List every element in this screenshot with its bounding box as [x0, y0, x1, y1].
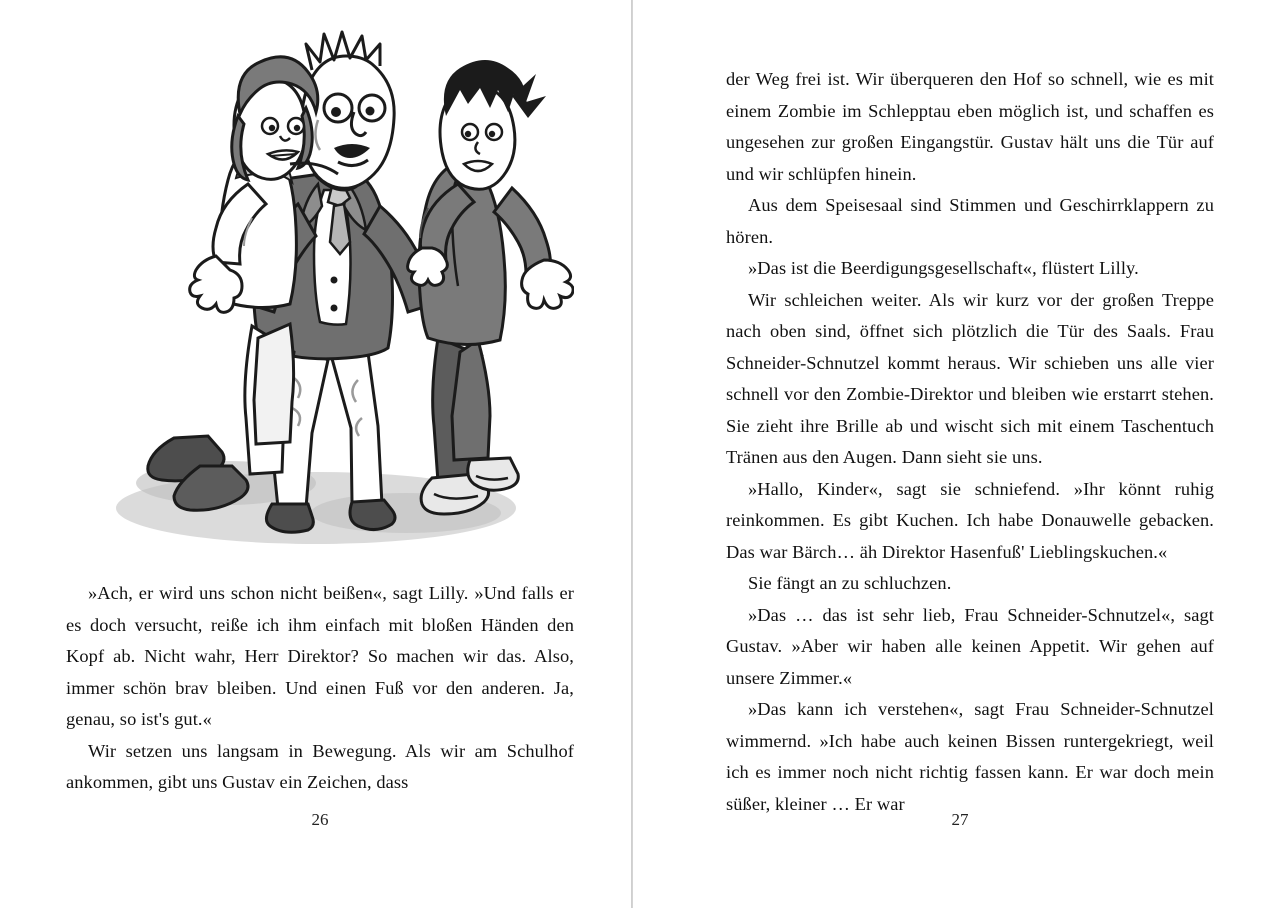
paragraph: Sie fängt an zu schluchzen. — [748, 573, 952, 593]
paragraph: »Das ist die Beerdigungsgesellschaft«, flüstert Lilly. — [748, 258, 1139, 278]
paragraph: Wir schleichen weiter. Als wir kurz vor der großen Treppe nach oben sind, öffnet sich plötzlich die Tür des Saals. Frau Schneider-Schnutzel kommt heraus. Wir schieben uns alle vier schnell vor den Zombie-Direktor und bleiben wie erstarrt stehen. Sie zieht ihre Brille ab und wischt sich mit einem Taschentuch Tränen aus den Augen. Dann sieht sie uns. — [726, 289, 1214, 467]
right-page — [640, 0, 1280, 908]
left-page-text — [66, 578, 574, 799]
page-number-right: 27 — [951, 810, 969, 829]
paragraph: Wir setzen uns langsam in Bewegung. Als wir am Schulhof ankommen, gibt uns Gustav ein Zeichen, dass — [66, 740, 574, 792]
paragraph: »Das kann ich verstehen«, sagt Frau Schneider-Schnutzel wimmernd. »Ich habe auch keinen Bissen runtergekriegt, weil ich es immer noch nicht richtig fassen kann. Er war doch mein süßer, kleiner … Er war — [726, 699, 1214, 814]
paragraph: der Weg frei ist. Wir überqueren den Hof so schnell, wie es mit einem Zombie im Schlepptau eben möglich ist, und schaffen es ungesehen zur großen Eingangstür. Gustav hält uns die Tür auf und wir schlüpfen hinein. — [726, 69, 1214, 184]
right-page-text — [726, 64, 1214, 820]
paragraph: »Das … das ist sehr lieb, Frau Schneider-Schnutzel«, sagt Gustav. »Aber wir haben alle keinen Appetit. Wir gehen auf unsere Zimmer.« — [726, 604, 1214, 688]
paragraph: Aus dem Speisesaal sind Stimmen und Geschirrklappern zu hören. — [726, 195, 1214, 247]
chapter-illustration — [66, 8, 574, 568]
book-gutter — [631, 0, 633, 908]
paragraph: »Ach, er wird uns schon nicht beißen«, sagt Lilly. »Und falls er es doch versucht, reiße ich ihm einfach mit bloßen Händen den Kopf ab. Nicht wahr, Herr Direktor? So machen wir das. Also, immer schön brav bleiben. Und einen Fuß vor den anderen. Ja, genau, so ist's gut.« — [66, 583, 574, 729]
paragraph: »Hallo, Kinder«, sagt sie schniefend. »Ihr könnt ruhig reinkommen. Es gibt Kuchen. Ich habe Donauwelle gebacken. Das war Bärch… äh Direktor Hasenfuß' Lieblingskuchen.« — [726, 478, 1214, 562]
page-number-left: 26 — [311, 810, 329, 829]
